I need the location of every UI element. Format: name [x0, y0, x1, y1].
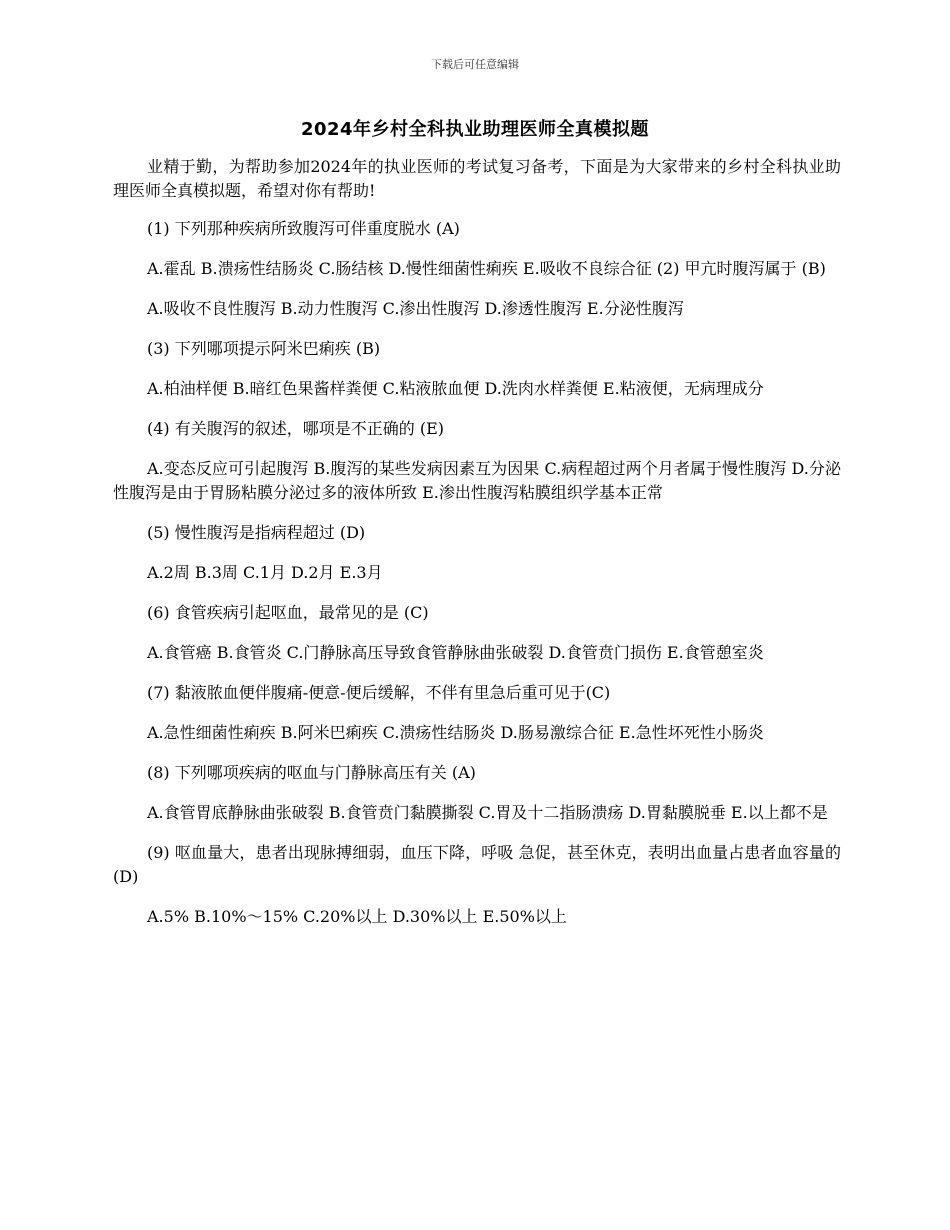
- question-5: (5) 慢性腹泻是指病程超过 (D): [147, 523, 366, 542]
- question-3: (3) 下列哪项提示阿米巴痢疾 (B): [147, 339, 381, 358]
- question-6: (6) 食管疾病引起呕血，最常见的是 (C): [147, 603, 429, 622]
- question-9: (9) 呕血量大，患者出现脉搏细弱，血压下降，呼吸 急促，甚至休克，表明出血量占患者血容量的 (D): [113, 843, 841, 886]
- question-8: (8) 下列哪项疾病的呕血与门静脉高压有关 (A): [147, 763, 476, 782]
- options-2: A.吸收不良性腹泻 B.动力性腹泻 C.渗出性腹泻 D.渗透性腹泻 E.分泌性腹泻: [147, 299, 684, 318]
- options-6: A.食管癌 B.食管炎 C.门静脉高压导致食管静脉曲张破裂 D.食管贲门损伤 E.食管憩室炎: [147, 643, 764, 662]
- question-7: (7) 黏液脓血便伴腹痛-便意-便后缓解，不伴有里急后重可见于(C): [147, 683, 611, 702]
- intro-paragraph: 业精于勤，为帮助参加2024年的执业医师的考试复习备考，下面是为大家带来的乡村全科执业助理医师全真模拟题，希望对你有帮助!: [113, 157, 841, 200]
- options-9: A.5% B.10%～15% C.20%以上 D.30%以上 E.50%以上: [147, 907, 567, 926]
- options-3: A.柏油样便 B.暗红色果酱样粪便 C.粘液脓血便 D.洗肉水样粪便 E.粘液便，无病理成分: [147, 379, 764, 398]
- options-1: A.霍乱 B.溃疡性结肠炎 C.肠结核 D.慢性细菌性痢疾 E.吸收不良综合征 (2) 甲亢时腹泻属于 (B): [147, 259, 826, 278]
- options-4: A.变态反应可引起腹泻 B.腹泻的某些发病因素互为因果 C.病程超过两个月者属于慢性腹泻 D.分泌性腹泻是由于胃肠粘膜分泌过多的液体所致 E.渗出性腹泻粘膜组织学基本正常: [113, 459, 841, 502]
- question-4: (4) 有关腹泻的叙述，哪项是不正确的 (E): [147, 419, 445, 438]
- options-5: A.2周 B.3周 C.1月 D.2月 E.3月: [147, 563, 383, 582]
- question-1: (1) 下列那种疾病所致腹泻可伴重度脱水 (A): [147, 219, 460, 238]
- document-body: [113, 155, 841, 945]
- options-8: A.食管胃底静脉曲张破裂 B.食管贲门黏膜撕裂 C.胃及十二指肠溃疡 D.胃黏膜脱垂 E.以上都不是: [147, 803, 828, 822]
- page-title: 2024年乡村全科执业助理医师全真模拟题: [300, 119, 650, 140]
- header-note: 下载后可任意编辑: [431, 58, 519, 71]
- options-7: A.急性细菌性痢疾 B.阿米巴痢疾 C.溃疡性结肠炎 D.肠易激综合征 E.急性坏死性小肠炎: [147, 723, 764, 742]
